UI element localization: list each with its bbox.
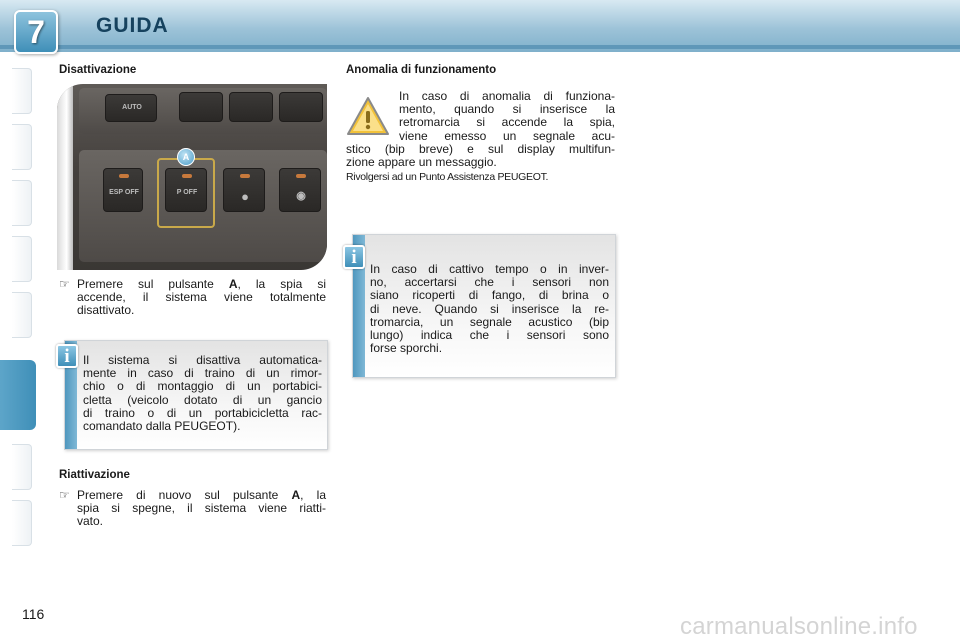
bullet-icon: ☞ [59,488,70,502]
info-line: siano ricoperti di fango, di brina o [370,288,609,303]
reactivation-heading: Riattivazione [59,469,130,481]
defrost-button [179,92,223,122]
lock-led [240,174,250,178]
warning-line: mento, quando si inserisce la [399,102,615,117]
esp-led [119,174,129,178]
button-ref-a: A [291,488,301,502]
side-tab [12,500,32,546]
info-line: chio o di montaggio di un portabici- [83,379,322,394]
lock-button [223,168,265,212]
esp-off-button [103,168,143,212]
step-line: accende, il sistema viene totalmente [77,290,326,305]
step-line: spia si spegne, il sistema viene riatti- [77,501,326,516]
reactivation-step [77,489,326,529]
step-text: , la [300,488,326,502]
watermark: carmanualsonline.info [680,613,918,640]
info-icon: i [343,245,365,269]
side-tab-active [0,360,36,430]
info-line: no, accertarsi che i sensori non [370,275,609,290]
alarm-button [279,168,321,212]
info-line: In caso di cattivo tempo o in inver- [370,262,609,276]
step-text: Premere di nuovo sul pulsante [77,488,292,502]
header-rule [0,45,960,49]
info-line: di traino o di un portabicicletta rac- [83,405,322,420]
side-tab [12,68,32,114]
recirculation-button [279,92,323,122]
side-tab [12,292,32,338]
button-ref-a: A [228,277,238,291]
info-line: Il sistema si disattiva automatica- [83,353,322,367]
warning-line: In caso di anomalia di funziona- [399,89,615,103]
deactivation-step [77,278,326,318]
side-tab [12,236,32,282]
malfunction-heading: Anomalia di funzionamento [346,64,497,76]
alarm-icon: ◉ [296,190,306,202]
info-text-auto-deactivation [83,354,322,433]
auto-button-label: AUTO [122,104,142,111]
chapter-title: GUIDA [96,14,169,37]
warning-line: retromarcia si accende la spia, [399,115,615,130]
info-line: di neve. Quando si inserisce la re- [370,301,609,316]
warning-text-full [346,143,615,169]
warning-text-indented [399,90,615,143]
info-line: lungo) indica che i sensori sono [370,328,609,343]
warning-triangle-icon [346,96,390,136]
chapter-side-tabs [0,60,34,580]
side-tab [12,444,32,490]
bullet-icon: ☞ [59,277,70,291]
warning-line: zione appare un messaggio. [346,155,497,170]
deactivation-heading: Disattivazione [59,64,137,76]
info-icon: i [56,344,78,368]
step-line: disattivato. [77,303,135,318]
info-line: forse sporchi. [370,341,443,356]
step-text: , la spia si [237,277,326,291]
parking-sensor-off-button [165,168,207,212]
info-line: mente in caso di traino di un rimor- [83,366,322,381]
step-text: Premere sul pulsante [77,277,229,291]
photo-side-trim [57,84,73,270]
side-tab [12,180,32,226]
warning-line: stico (bip breve) e sul display multifun- [346,142,615,156]
alarm-led [296,174,306,178]
dashboard-photo [57,84,327,270]
marker-a: A [177,148,195,166]
esp-button-label: ESP OFF [109,189,139,196]
auto-button [105,94,157,122]
chapter-number: 7 [27,14,45,50]
info-text-sensors [370,263,609,355]
service-note: Rivolgersi ad un Punto Assistenza PEUGEOT. [346,171,549,183]
parking-sensor-led [182,174,192,178]
page-number: 116 [22,606,45,622]
parking-sensor-button-label: P OFF [176,189,198,196]
lock-icon: ● [241,189,249,204]
info-line: tromarcia, un segnale acustico (bip [370,314,609,329]
info-line: comandato dalla PEUGEOT). [83,419,241,434]
info-line: cletta (veicolo dotato di un gancio [83,392,322,407]
step-line: vato. [77,514,104,529]
side-tab [12,124,32,170]
warning-line: viene emesso un segnale acu- [399,128,615,143]
fan-button [229,92,273,122]
